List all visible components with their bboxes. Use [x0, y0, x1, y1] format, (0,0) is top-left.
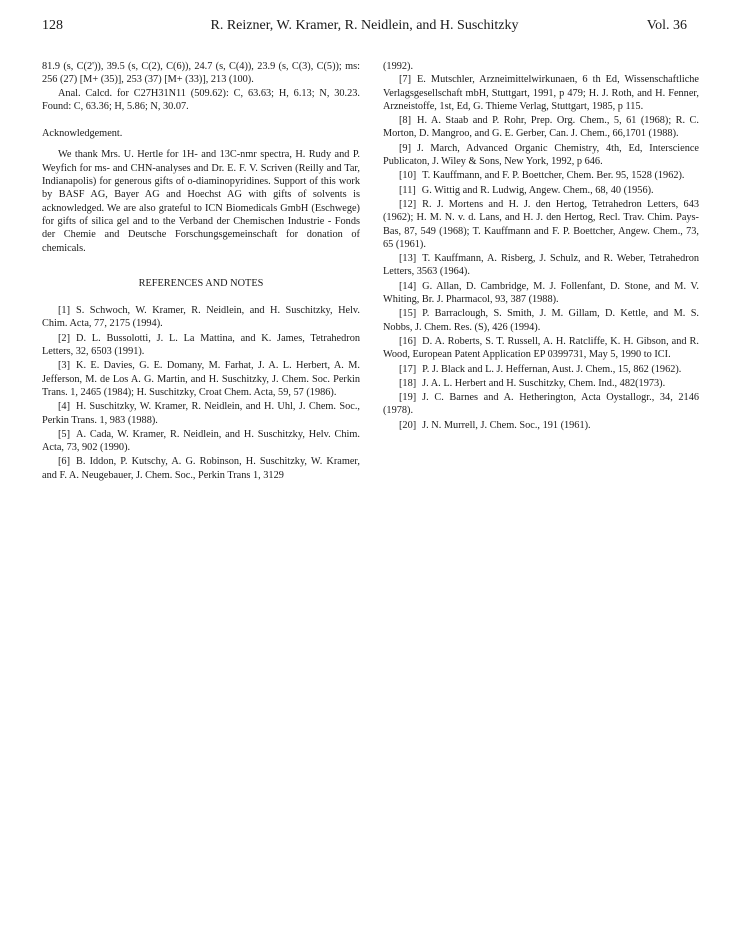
reference-item [42, 400, 360, 427]
reference-text: K. E. Davies, G. E. Domany, M. Farhat, J. A. L. Herbert, A. M. Jefferson, M. de Los A. G. Martin, and H. Suschitzky, J. Chem. Soc. Perkin Trans. 1, 2465 (1984); H. Suschitzky, Croat Chem. Acta, 59, 57 (1986). [42, 360, 360, 398]
reference-number: [5] [58, 428, 71, 440]
reference-item [383, 363, 699, 376]
reference-text: S. Schwoch, W. Kramer, R. Neidlein, and H. Suschitzky, Helv. Chim. Acta, 77, 2175 (1994). [42, 305, 360, 330]
reference-item [383, 280, 699, 307]
right-reference-list [383, 73, 699, 432]
reference-item [383, 114, 699, 141]
reference-number: [16] [399, 335, 417, 347]
acknowledgement-heading: Acknowledgement. [42, 128, 123, 140]
reference-item [42, 359, 360, 399]
reference-item [383, 391, 699, 418]
reference-text: P. J. Black and L. J. Heffernan, Aust. J. Chem., 15, 862 (1962). [422, 363, 682, 375]
reference-text: E. Mutschler, Arzneimittelwirkunaen, 6 th Ed, Wissenschaftliche Verlagsgesellschaft mbH, Stuttgart, 1991, p 479; H. J. Roth, and H. Fenner, Arzneistoffe, 1st, Ed, G. Thieme Verlag, Stuttgart, 1985, p 115. [383, 74, 699, 112]
right-column [383, 60, 699, 433]
reference-number: [13] [399, 253, 417, 265]
reference-text: B. Iddon, P. Kutschy, A. G. Robinson, H. Suschitzky, W. Kramer, and F. A. Neugebauer, J. Chem. Soc., Perkin Trans 1, 3129 [42, 456, 360, 481]
reference-continuation: (1992). [383, 61, 414, 72]
reference-item [42, 332, 360, 359]
reference-number: [11] [399, 184, 416, 196]
reference-number: [7] [399, 74, 412, 86]
acknowledgement-text: We thank Mrs. U. Hertle for 1H- and 13C-nmr spectra, H. Rudy and P. Weyfich for ms- and CHN-analyses and Dr. E. F. V. Scriven (Reilly and Tar, Indianapolis) for generous gifts of o-diaminopyridines. Support of this work by BASF AG, Bayer AG and Hoechst AG with gifts of solvents is acknowledged. We are also grateful to ICN Biomedicals GmbH (Eschwege) for gifts of silica gel and to the Verband der Chemischen Industrie - Fonds der Chemie and Deutsche Forschungsgemeinschaft for donation of chemicals. [42, 149, 360, 254]
reference-number: [17] [399, 363, 417, 375]
references-heading: REFERENCES AND NOTES [138, 277, 264, 289]
reference-item [383, 184, 699, 197]
running-head-authors: R. Reizner, W. Kramer, R. Neidlein, and H. Suschitzky [210, 18, 519, 33]
reference-number: [15] [399, 308, 417, 320]
reference-text: J. C. Barnes and A. Hetherington, Acta Oystallogr., 34, 2146 (1978). [383, 392, 699, 417]
reference-item [383, 335, 699, 362]
reference-number: [10] [399, 170, 417, 182]
left-reference-list [42, 304, 360, 482]
reference-number: [14] [399, 280, 417, 292]
volume-label: Vol. 36 [646, 18, 687, 33]
reference-number: [2] [58, 332, 71, 344]
left-column [42, 60, 360, 483]
reference-text: R. J. Mortens and H. J. den Hertog, Tetrahedron Letters, 643 (1962); H. M. N. v. d. Lans, and H. J. den Hertog, Recl. Trav. Chim. Pays-Bas, 87, 549 (1968); T. Kauffmann and F. P. Boettcher, Angew. Chem., 73, 65 (1961). [383, 198, 699, 250]
reference-text: T. Kauffmann, A. Risberg, J. Schulz, and R. Weber, Tetrahedron Letters, 3563 (1964). [383, 253, 699, 278]
reference-number: [8] [399, 115, 412, 127]
page-header [0, 12, 729, 42]
reference-item [383, 142, 699, 169]
analysis-paragraph: Anal. Calcd. for C27H31N11 (509.62): C, 63.63; H, 6.13; N, 30.23. Found: C, 63.36; H, 5.86; N, 30.07. [42, 87, 360, 112]
reference-text: G. Wittig and R. Ludwig, Angew. Chem., 68, 40 (1956). [421, 184, 654, 196]
reference-number: [19] [399, 392, 417, 404]
reference-text: G. Allan, D. Cambridge, M. J. Follenfant, D. Stone, and M. V. Whiting, Br. J. Pharmacol, 93, 387 (1988). [383, 280, 699, 306]
reference-item [42, 428, 360, 455]
reference-text: J. N. Murrell, J. Chem. Soc., 191 (1961). [422, 419, 591, 431]
reference-item [383, 198, 699, 251]
nmr-data-paragraph: 81.9 (s, C(2')), 39.5 (s, C(2), C(6)), 24.7 (s, C(4)), 23.9 (s, C(3), C(5)); ms: 256 (27) [M+ (35)], 253 (37) [M+ (33)], 213 (100). [42, 61, 360, 86]
reference-text: D. A. Roberts, S. T. Russell, A. H. Ratcliffe, K. H. Gibson, and R. Wood, European Patent Application EP 0399731, May 5, 1990 to ICI. [383, 335, 699, 361]
reference-text: A. Cada, W. Kramer, R. Neidlein, and H. Suschitzky, Helv. Chim. Acta, 73, 902 (1990). [42, 428, 360, 454]
reference-number: [18] [399, 377, 417, 389]
reference-item [383, 377, 699, 390]
reference-text: H. A. Staab and P. Rohr, Prep. Org. Chem., 5, 61 (1968); R. C. Morton, D. Mangroo, and G. E. Gerber, Can. J. Chem., 66,1701 (1988). [383, 115, 699, 140]
reference-number: [9] [399, 142, 412, 154]
reference-item [383, 307, 699, 334]
reference-text: D. L. Bussolotti, J. L. La Mattina, and K. James, Tetrahedron Letters, 32, 6503 (1991). [42, 332, 360, 358]
reference-text: J. A. L. Herbert and H. Suschitzky, Chem. Ind., 482(1973). [422, 377, 666, 389]
reference-text: T. Kauffmann, and F. P. Boettcher, Chem. Ber. 95, 1528 (1962). [422, 170, 685, 182]
reference-item [383, 252, 699, 279]
reference-number: [6] [58, 456, 71, 468]
page-number: 128 [42, 18, 63, 33]
reference-number: [20] [399, 419, 417, 431]
reference-text: J. March, Advanced Organic Chemistry, 4th, Ed, Interscience Publicaton, J. Wiley & Sons, New York, 1992, p 646. [383, 142, 699, 168]
reference-item [42, 304, 360, 331]
reference-number: [4] [58, 401, 71, 413]
reference-item [383, 419, 699, 432]
reference-number: [1] [58, 305, 71, 317]
reference-number: [12] [399, 198, 417, 210]
reference-item [383, 169, 699, 182]
reference-text: P. Barraclough, S. Smith, J. M. Gillam, D. Kettle, and M. S. Nobbs, J. Chem. Res. (S), 426 (1994). [383, 308, 699, 333]
reference-text: H. Suschitzky, W. Kramer, R. Neidlein, and H. Uhl, J. Chem. Soc., Perkin Trans. 1, 983 (1988). [42, 401, 360, 426]
reference-item [383, 73, 699, 113]
reference-item [42, 455, 360, 482]
reference-number: [3] [58, 360, 71, 372]
